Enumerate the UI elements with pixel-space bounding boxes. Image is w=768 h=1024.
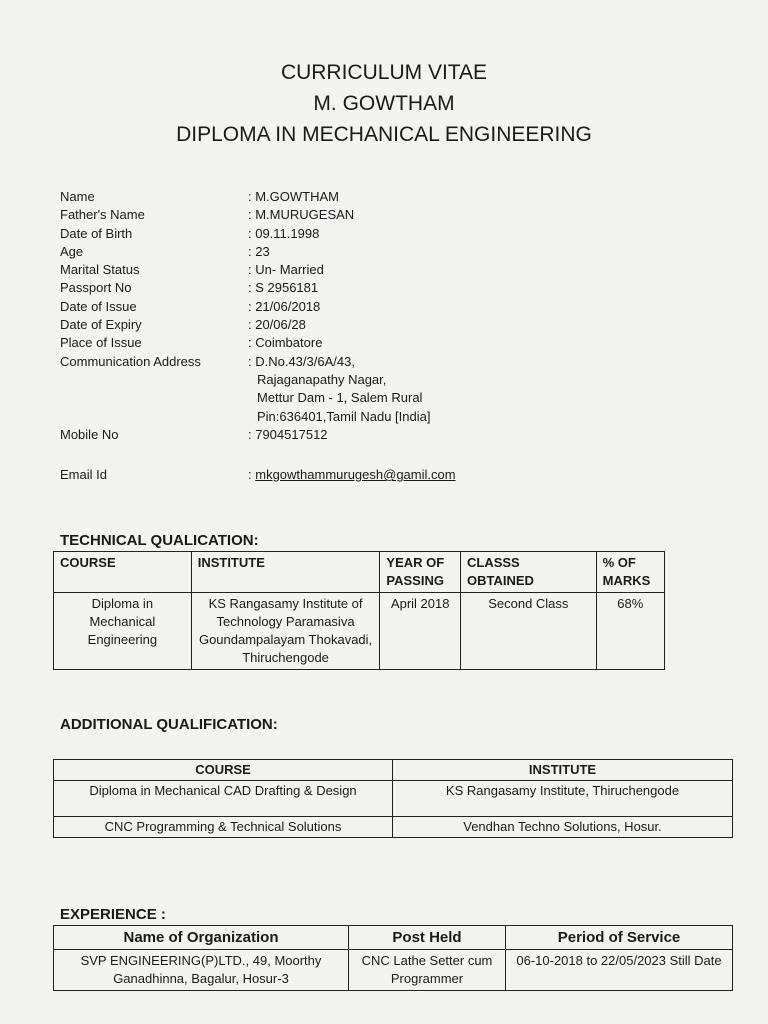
detail-value: : 09.11.1998 [248,225,320,241]
additional-heading: ADDITIONAL QUALIFICATION: [60,716,278,733]
qualification-heading: DIPLOMA IN MECHANICAL ENGINEERING [176,123,592,146]
col-institute: INSTITUTE [393,760,733,781]
detail-row [60,206,456,224]
detail-value: : Coimbatore [248,335,323,351]
technical-heading: TECHNICAL QUALICATION: [60,532,259,549]
col-year: YEAR OF PASSING [380,552,461,593]
cell-institute: KS Rangasamy Institute of Technology Paramasiva Goundampalayam Thokavadi, Thiruchengode [191,593,380,670]
detail-label: Date of Expiry [60,317,142,333]
address-line: : D.No.43/3/6A/43, [248,353,355,369]
detail-row [60,334,456,352]
col-post: Post Held [349,926,506,950]
detail-label: Passport No [60,280,132,296]
detail-value: : M.MURUGESAN [248,207,355,223]
cell-class: Second Class [460,593,596,670]
address-line: Mettur Dam - 1, Salem Rural [257,390,423,406]
col-marks: % OF MARKS [596,552,664,593]
detail-row [60,298,456,316]
address-line: Rajaganapathy Nagar, [257,371,387,387]
detail-label: Marital Status [60,262,140,278]
address-value [248,353,430,426]
table-header-row [54,552,665,593]
experience-heading: EXPERIENCE : [60,906,166,923]
cell-organization: SVP ENGINEERING(P)LTD., 49, Moorthy Ganadhinna, Bagalur, Hosur-3 [54,950,349,991]
email-row [60,466,456,484]
col-course: COURSE [54,760,393,781]
address-label: Communication Address [60,353,201,369]
detail-value: : S 2956181 [248,280,319,296]
detail-row [60,279,456,297]
experience-table [53,925,733,991]
detail-row [60,243,456,261]
detail-row [60,261,456,279]
detail-value: : M.GOWTHAM [248,189,339,204]
detail-label: Date of Birth [60,225,133,241]
email-colon: : [248,467,256,483]
detail-label: Father's Name [60,207,145,223]
detail-value: : 23 [248,243,270,259]
table-row [54,593,665,670]
technical-table [53,551,665,670]
detail-row [60,188,456,206]
cell-course: Diploma in Mechanical CAD Drafting & Design [54,781,393,817]
detail-value: : 21/06/2018 [248,298,321,314]
detail-label: Name [60,189,95,204]
col-period: Period of Service [506,926,733,950]
detail-label: Age [60,243,84,259]
personal-details [60,188,456,484]
detail-value: : 20/06/28 [248,317,306,333]
additional-table [53,759,733,838]
cv-title: CURRICULUM VITAE [280,61,488,84]
table-header-row [54,926,733,950]
candidate-name-heading: M. GOWTHAM [313,92,455,115]
col-class: CLASSS OBTAINED [460,552,596,593]
cell-institute: KS Rangasamy Institute, Thiruchengode [393,781,733,817]
detail-label: Date of Issue [60,298,137,314]
cell-year: April 2018 [380,593,461,670]
cell-course: Diploma in Mechanical Engineering [54,593,192,670]
col-organization: Name of Organization [54,926,349,950]
table-header-row [54,760,733,781]
col-institute: INSTITUTE [191,552,380,593]
detail-label: Place of Issue [60,335,142,351]
cell-institute: Vendhan Techno Solutions, Hosur. [393,817,733,838]
address-row [60,353,456,426]
cv-header [0,57,768,150]
cell-post: CNC Lathe Setter cum Programmer [349,950,506,991]
cell-course: CNC Programming & Technical Solutions [54,817,393,838]
mobile-label: Mobile No [60,426,119,442]
email-label: Email Id [60,467,107,483]
table-row [54,950,733,991]
table-row [54,781,733,817]
table-row [54,817,733,838]
detail-row [60,316,456,334]
cell-marks: 68% [596,593,664,670]
detail-row [60,225,456,243]
mobile-value: : 7904517512 [248,426,328,442]
email-link[interactable]: mkgowthammurugesh@gamil.com [255,467,456,483]
detail-value: : Un- Married [248,262,324,278]
address-line: Pin:636401,Tamil Nadu [India] [257,408,431,424]
mobile-row [60,426,456,444]
col-course: COURSE [54,552,192,593]
cell-period: 06-10-2018 to 22/05/2023 Still Date [506,950,733,991]
